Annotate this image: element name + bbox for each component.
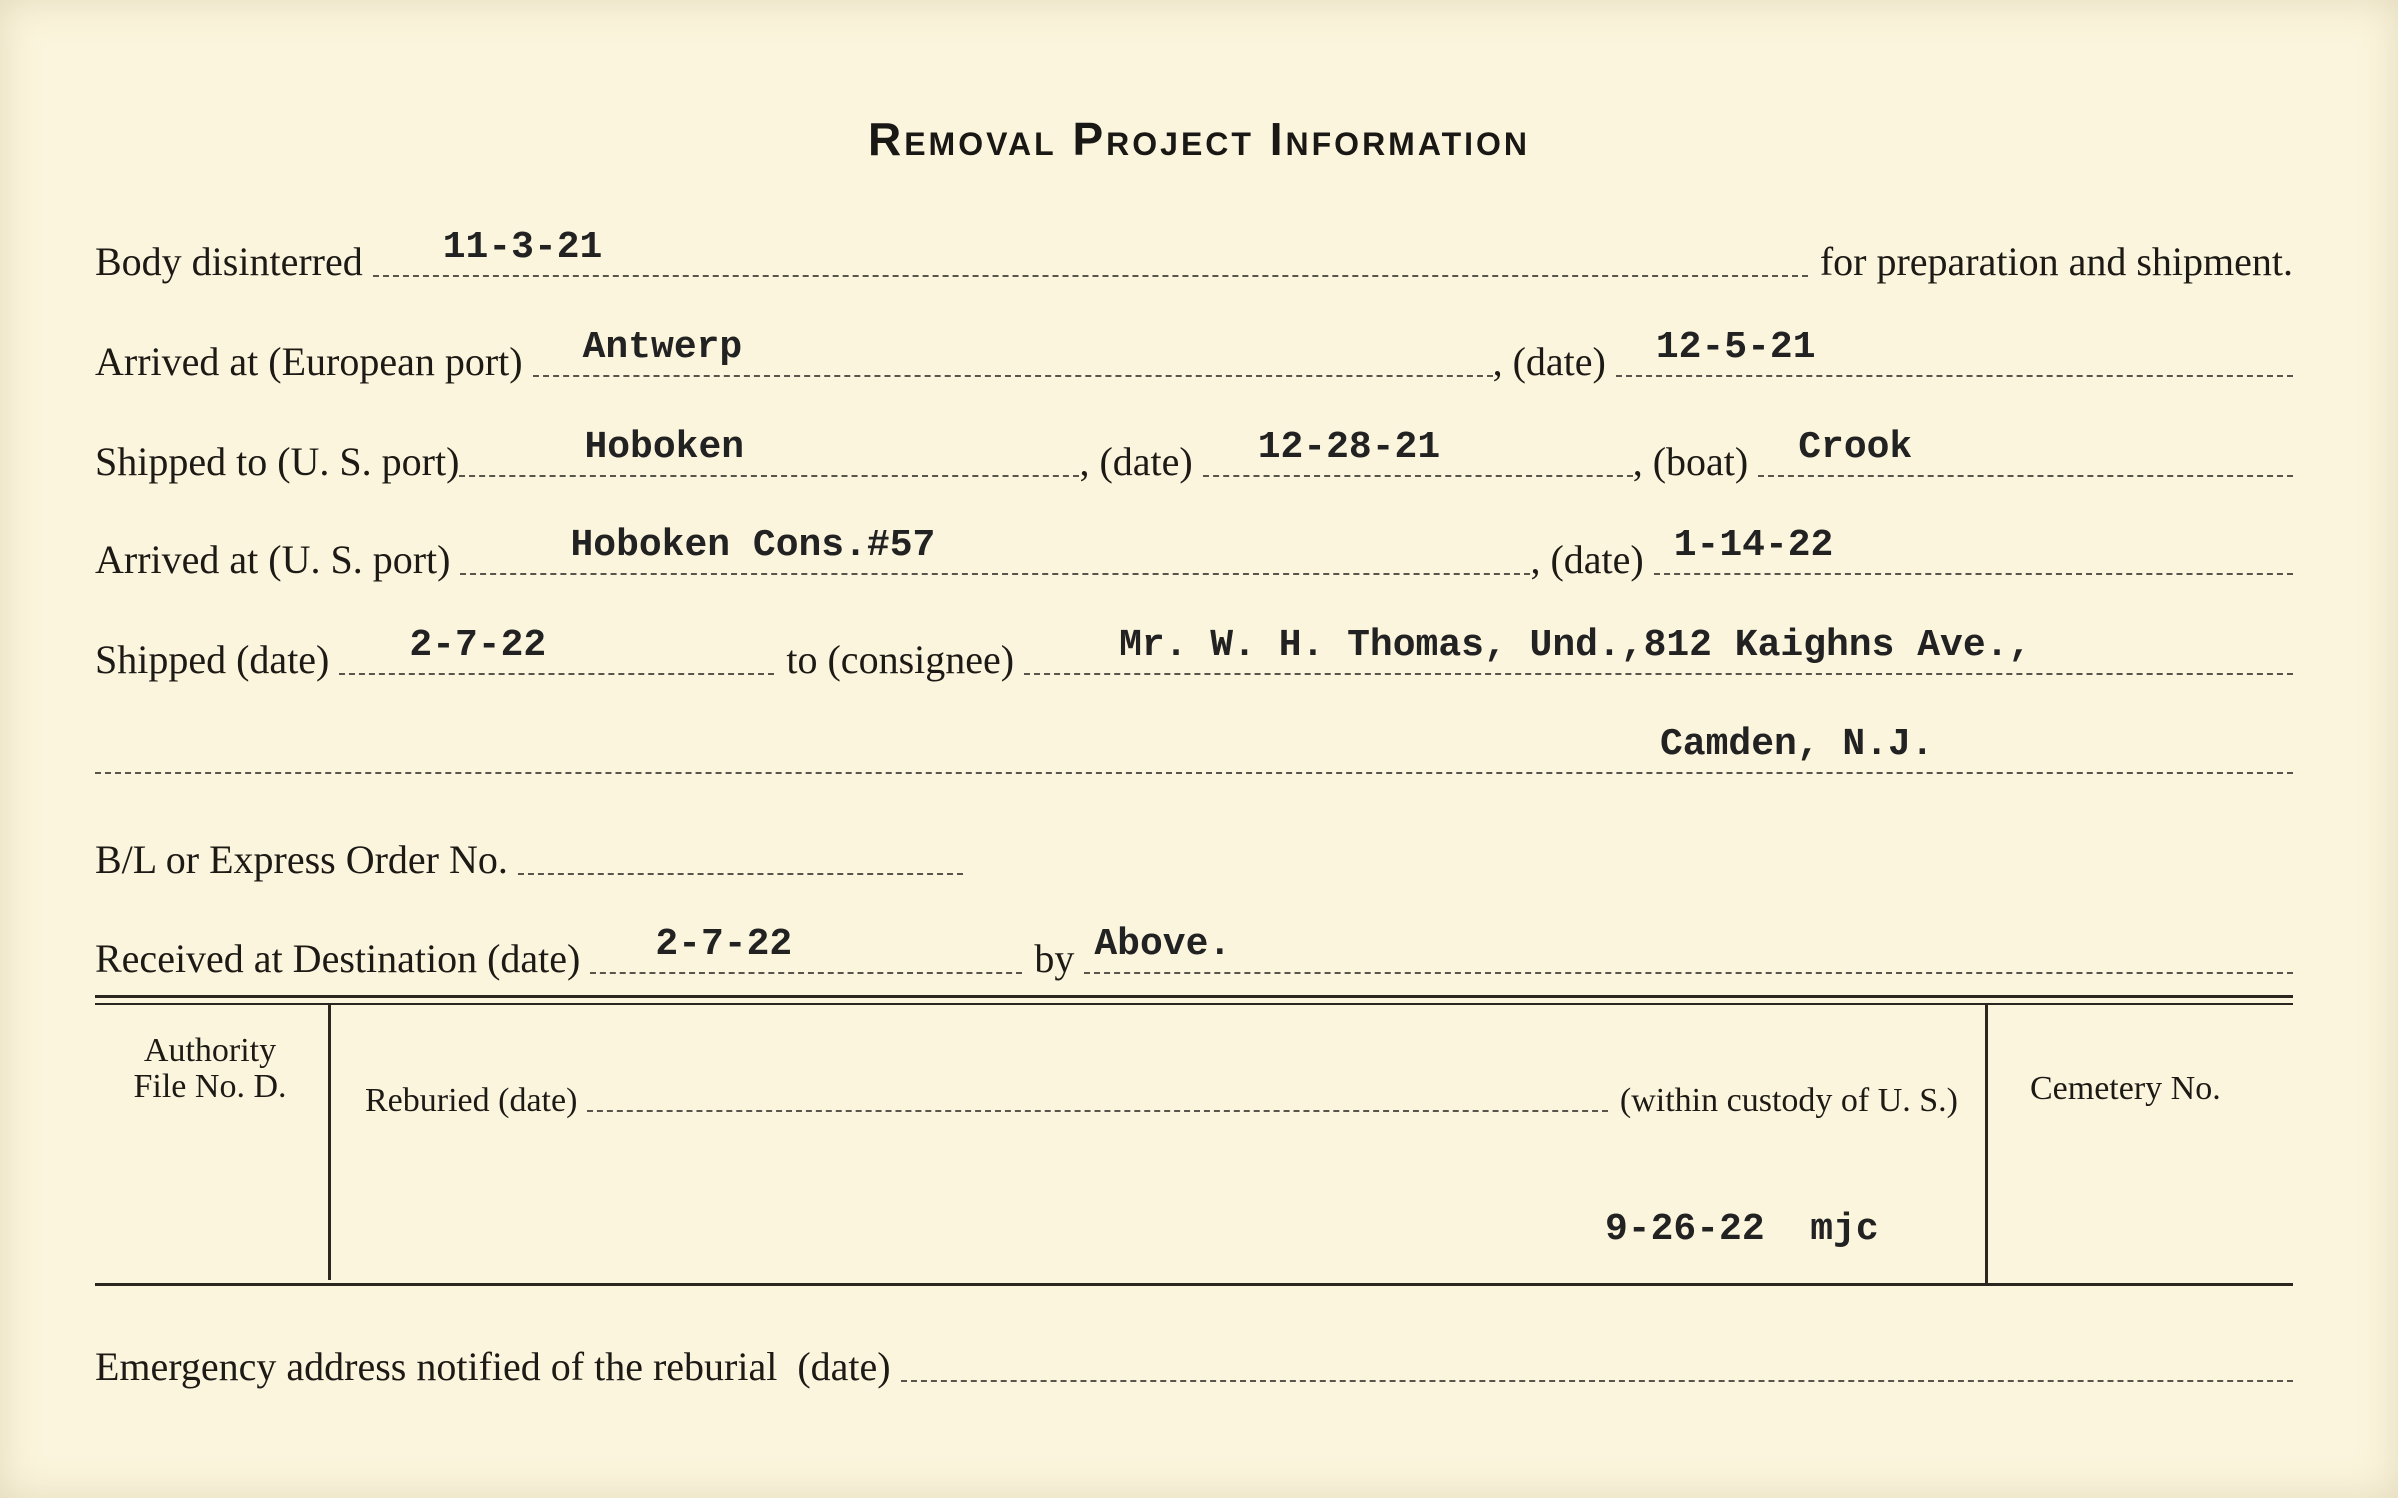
cemetery-label: Cemetery No.: [2030, 1070, 2221, 1107]
row-arrived-us: [95, 523, 2293, 583]
field-bl-order[interactable]: [518, 835, 963, 875]
value-european-port: Antwerp: [582, 326, 743, 369]
label-european-date: , (date): [1492, 339, 1606, 384]
field-received-date[interactable]: [590, 923, 1022, 974]
value-boat: Crook: [1798, 426, 1913, 469]
row-arrived-european: [95, 325, 2293, 385]
value-received-date: 2-7-22: [655, 923, 793, 966]
row-shipped-us: [95, 425, 2293, 485]
row-emergency: [95, 1330, 2293, 1390]
label-us-date: , (date): [1079, 439, 1193, 484]
row-shipped: [95, 623, 2293, 683]
label-arrived-european: Arrived at (European port): [95, 339, 523, 384]
label-bl-order: B/L or Express Order No.: [95, 837, 508, 882]
value-body-disinterred: 11-3-21: [442, 226, 603, 269]
field-emergency-date[interactable]: [901, 1342, 2293, 1382]
field-consignee-line2[interactable]: [95, 723, 2293, 774]
authority-label: Authority: [143, 1032, 277, 1069]
stamp-date-initials: 9-26-22 mjc: [1605, 1208, 1879, 1251]
field-boat[interactable]: [1758, 426, 2293, 477]
page-title: Removal Project Information: [867, 113, 1531, 165]
row-reburied: [365, 1060, 1958, 1120]
value-arrived-us-port: Hoboken Cons.#57: [570, 524, 936, 567]
label-arrived-us: Arrived at (U. S. port): [95, 537, 451, 582]
value-us-port: Hoboken: [584, 426, 745, 469]
field-european-port[interactable]: [533, 326, 1493, 377]
row-consignee-line2: [95, 722, 2293, 782]
value-consignee: Mr. W. H. Thomas, Und.,812 Kaighns Ave.,: [1119, 624, 2032, 667]
field-received-by[interactable]: [1084, 923, 2293, 974]
table-top-rule: [95, 995, 2293, 998]
label-emergency: Emergency address notified of the reburial (date): [95, 1344, 891, 1389]
value-arrived-us-date: 1-14-22: [1673, 524, 1834, 567]
label-shipped-us: Shipped to (U. S. port): [95, 439, 460, 484]
value-shipped-date: 2-7-22: [409, 624, 547, 667]
field-arrived-us-port[interactable]: [460, 524, 1530, 575]
label-shipped-date: Shipped (date): [95, 637, 330, 682]
field-us-date[interactable]: [1203, 426, 1633, 477]
field-us-port[interactable]: [459, 426, 1079, 477]
row-bl-order: [95, 823, 963, 883]
field-body-disinterred[interactable]: [373, 226, 1808, 277]
authority-cell: [100, 1033, 320, 1105]
table-bottom-rule: [95, 1283, 2293, 1286]
value-us-date: 12-28-21: [1257, 426, 1441, 469]
field-consignee[interactable]: [1024, 624, 2293, 675]
table-top-rule-double: [95, 1003, 2293, 1005]
label-reburied: Reburied (date): [365, 1082, 578, 1119]
field-shipped-date[interactable]: [339, 624, 774, 675]
table-divider-left: [328, 1005, 331, 1280]
table-divider-right: [1985, 1005, 1988, 1283]
value-received-by: Above.: [1094, 923, 1232, 966]
row-body-disinterred: [95, 225, 2293, 285]
file-no-label: File No. D.: [133, 1068, 287, 1105]
label-consignee: to (consignee): [786, 637, 1015, 682]
label-body-disinterred: Body disinterred: [95, 239, 363, 284]
label-received: Received at Destination (date): [95, 936, 581, 981]
value-european-date: 12-5-21: [1655, 326, 1816, 369]
row-received: [95, 922, 2293, 982]
label-custody: (within custody of U. S.): [1619, 1082, 1958, 1119]
label-arrived-us-date: , (date): [1530, 537, 1644, 582]
field-arrived-us-date[interactable]: [1654, 524, 2293, 575]
field-european-date[interactable]: [1616, 326, 2293, 377]
value-consignee-line2: Camden, N.J.: [1660, 723, 1934, 766]
label-preparation: for preparation and shipment.: [1819, 239, 2293, 284]
label-received-by: by: [1034, 936, 1075, 981]
field-reburied-date[interactable]: [587, 1080, 1608, 1112]
label-boat: , (boat): [1632, 439, 1749, 484]
